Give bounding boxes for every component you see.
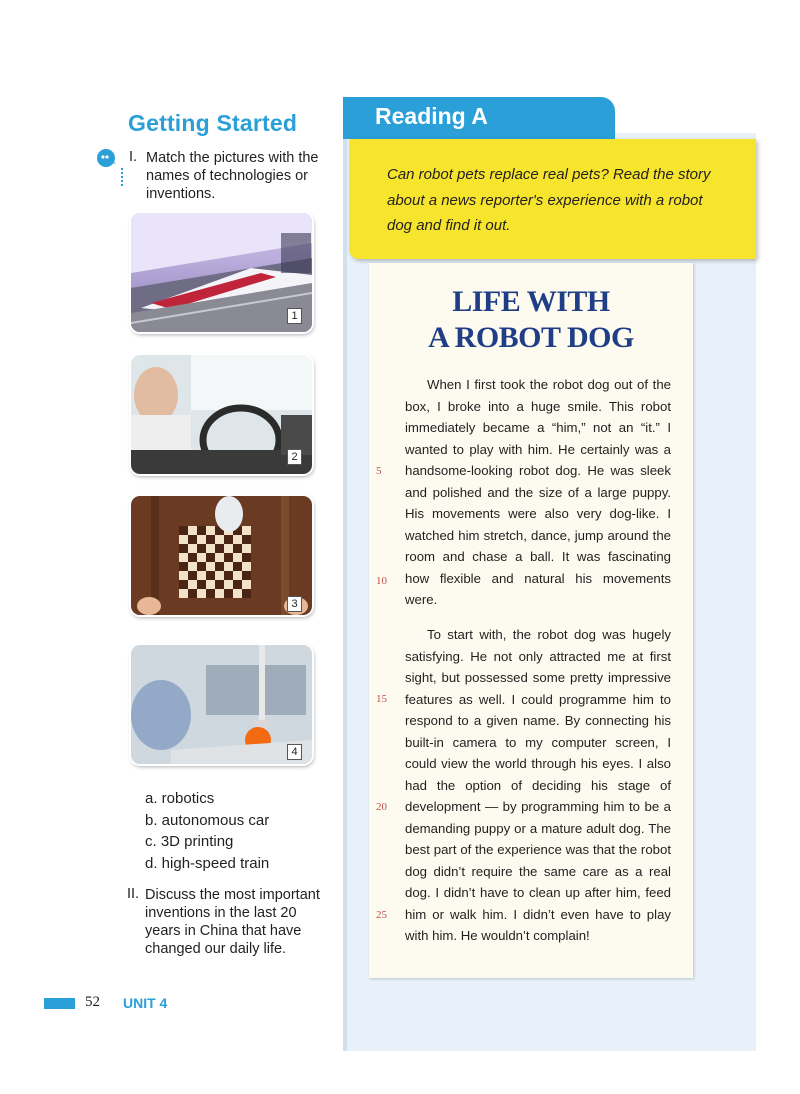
exercise-1-number: I. [129, 149, 138, 165]
answer-option: b. autonomous car [145, 811, 270, 829]
dotted-divider [121, 168, 125, 186]
exercise-2-instruction: Discuss the most important inventions in the last 20 years in China that have changed our daily life. [145, 887, 320, 957]
line-number: 15 [376, 693, 387, 705]
picture-number-2: 2 [287, 449, 302, 465]
answer-option: d. high-speed train [145, 854, 270, 872]
answer-option: c. 3D printing [145, 833, 234, 851]
panel-edge [343, 133, 347, 1051]
page-number: 52 [85, 994, 100, 1010]
line-number: 10 [376, 575, 387, 587]
footer-accent-bar [44, 998, 75, 1009]
exercise-1-instruction: Match the pictures with the names of technologies or inventions. [146, 150, 319, 202]
unit-label: UNIT 4 [123, 995, 168, 1011]
story-title [369, 284, 693, 356]
line-number: 25 [376, 909, 387, 921]
robot-chess-photo [131, 496, 312, 615]
line-number: 20 [376, 801, 387, 813]
story-paragraph-2 [405, 624, 671, 947]
answer-options [145, 788, 269, 874]
paragraph-text: To start with, the robot dog was hugely satisfying. He not only attracted me at first sight, but possessed some pretty impressive features as well. I could programme him to respond to a given name. By connecting his built-in camera to my computer screen, I could view the world through his eyes. I also had the option of deciding his stage of development — by programming him to be a demanding puppy or a mature adult dog. The best part of the experience was that the robot dog didn’t require the same care as a real dog. I didn’t have to clean up after him, feed him or walk him. I didn’t even have to play with him. He wouldn’t complain! [405, 627, 671, 943]
3d-printer-photo [131, 645, 312, 764]
paragraph-text: When I first took the robot dog out of the box, I broke into a huge smile. This robot immediately became a “him,” not an “it.” I wanted to play with him. He certainly was a handsome-looking robot dog. He was sleek and polished and the size of a large puppy. His movements were also very dog-like. I watched him stretch, dance, jump around the room and chase a ball. It was fascinating how flexible and natural his movements were. [405, 377, 671, 607]
story-title-line-1: LIFE WITH [452, 285, 610, 318]
autonomous-car-photo [131, 355, 312, 474]
story-paragraph-1 [405, 374, 671, 611]
answer-option: a. robotics [145, 790, 215, 807]
getting-started-title: Getting Started [128, 110, 298, 136]
story-title-line-2: A ROBOT DOG [428, 321, 634, 354]
exercise-2-number: II. [127, 886, 140, 902]
picture-number-3: 3 [287, 596, 302, 612]
picture-number-4: 4 [287, 744, 302, 760]
reading-title: Reading A [375, 103, 488, 129]
line-number: 5 [376, 465, 382, 477]
intro-text: Can robot pets replace real pets? Read the story about a news reporter's experience with a robot dog and find it out. [387, 166, 711, 234]
picture-number-1: 1 [287, 308, 302, 324]
high-speed-train-photo [131, 213, 312, 332]
speech-bubble-icon [96, 148, 116, 168]
